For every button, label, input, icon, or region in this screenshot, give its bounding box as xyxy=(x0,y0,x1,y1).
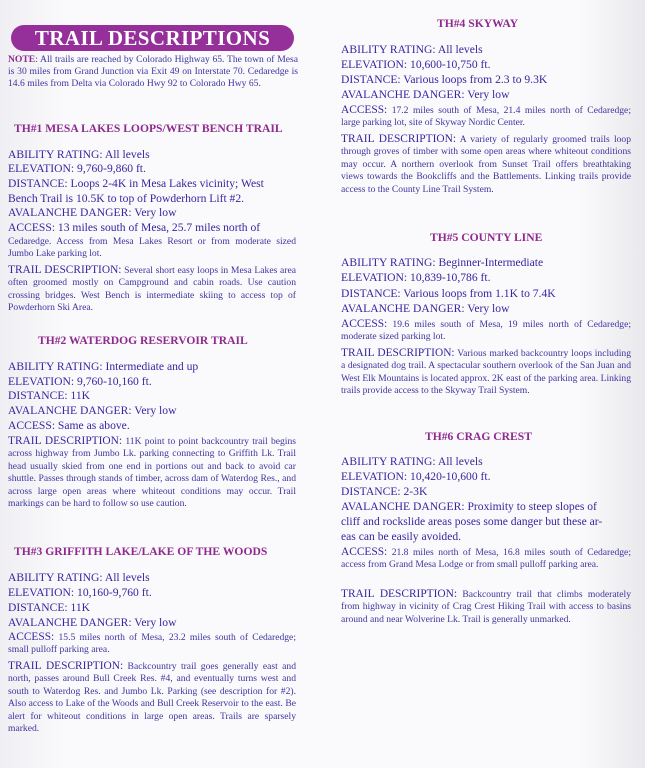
trail-4-heading: TH#4 SKYWAY xyxy=(437,17,519,30)
trail-2-access: ACCESS: Same as above. xyxy=(8,419,130,432)
trail-3-access-label: ACCESS: xyxy=(8,631,55,643)
trail-3-description xyxy=(8,660,296,735)
trail-3-access-text: 15.5 miles north of Mesa, 23.2 miles south of Cedaredge; small pulloff parking area. xyxy=(8,632,296,656)
trail-5-ability: ABILITY RATING: Beginner-Intermediate xyxy=(341,256,544,269)
trail-5-access xyxy=(341,318,631,344)
trail-5-description xyxy=(341,347,631,398)
trail-5-access-text: 19.6 miles south of Mesa, 19 miles north of Cedaredge; moderate sized parking lot. xyxy=(341,319,631,343)
trail-2-ability: ABILITY RATING: Intermediate and up xyxy=(8,360,199,373)
trail-4-avalanche: AVALANCHE DANGER: Very low xyxy=(341,88,510,101)
trail-6-description-label: TRAIL DESCRIPTION: xyxy=(341,588,458,600)
trail-3-avalanche: AVALANCHE DANGER: Very low xyxy=(8,616,177,629)
trail-1-heading: TH#1 MESA LAKES LOOPS/WEST BENCH TRAIL xyxy=(14,122,283,135)
trail-6-description-text: Backcountry trail that climbs moderately from highway in vicinity of Crag Crest Hiking Trail with access to basins around and near Wolverine Lk. Trail is generally unmarked. xyxy=(341,589,631,625)
trail-3-elevation: ELEVATION: 10,160-9,760 ft. xyxy=(8,586,152,599)
trail-1-description xyxy=(8,264,296,315)
trail-1-access-rest: Cedaredge. Access from Mesa Lakes Resort or from moderate sized Jumbo Lake parking lot. xyxy=(8,236,296,260)
trail-5-distance: DISTANCE: Various loops from 1.1K to 7.4K xyxy=(341,287,556,300)
trail-2-heading: TH#2 WATERDOG RESERVOIR TRAIL xyxy=(38,334,248,347)
trail-1-ability: ABILITY RATING: All levels xyxy=(8,148,150,161)
trail-4-description-text: A variety of regularly groomed trails loop through groves of timber with some open areas where whiteout conditions may occur. A northern overlook from Sunset Trail offers breathtaking views towards the Bookcliffs and the Battlements. Linking trails provide access to the County Line Trail System. xyxy=(341,134,631,195)
trail-6-access-text: 21.8 miles north of Mesa, 16.8 miles south of Cedaredge; access from Grand Mesa Lodge or from small pulloff parking area. xyxy=(341,547,631,571)
trail-6-ability: ABILITY RATING: All levels xyxy=(341,455,483,468)
trail-2-description-label: TRAIL DESCRIPTION: xyxy=(8,435,123,447)
trail-6-elevation: ELEVATION: 10,420-10,600 ft. xyxy=(341,470,491,483)
trail-4-distance: DISTANCE: Various loops from 2.3 to 9.3K xyxy=(341,73,548,86)
trail-2-description xyxy=(8,435,296,510)
trail-5-elevation: ELEVATION: 10,839-10,786 ft. xyxy=(341,271,491,284)
trail-3-distance: DISTANCE: 11K xyxy=(8,601,91,614)
trail-6-heading: TH#6 CRAG CREST xyxy=(425,430,532,443)
note-text: : All trails are reached by Colorado Highway 65. The town of Mesa is 30 miles from Grand Junction via Exit 49 on Interstate 70. Cedaredge is 14.6 miles from Delta via Colorado Hwy 92 to Colorado Hwy 65. xyxy=(8,54,298,90)
trail-3-access xyxy=(8,631,296,657)
trail-2-elevation: ELEVATION: 9,760-10,160 ft. xyxy=(8,375,152,388)
trail-6-distance: DISTANCE: 2-3K xyxy=(341,485,428,498)
trail-1-distance-line-1: DISTANCE: Loops 2-4K in Mesa Lakes vicinity; West xyxy=(8,177,264,190)
trail-5-access-label: ACCESS: xyxy=(341,318,388,330)
trail-3-ability: ABILITY RATING: All levels xyxy=(8,571,150,584)
trail-1-description-text: Several short easy loops in Mesa Lakes area often groomed mostly on Campground and cabin roads. Use caution crossing bridges. West Bench is intermediate skiing to access top of Powderhorn Ski Area. xyxy=(8,265,296,314)
trail-1-avalanche: AVALANCHE DANGER: Very low xyxy=(8,206,177,219)
trail-2-distance: DISTANCE: 11K xyxy=(8,389,91,402)
page-title-banner: TRAIL DESCRIPTIONS xyxy=(11,25,294,51)
trail-6-avalanche-line-3: eas can be easily avoided. xyxy=(341,530,462,543)
trail-5-heading: TH#5 COUNTY LINE xyxy=(430,231,543,244)
trail-4-ability: ABILITY RATING: All levels xyxy=(341,43,483,56)
trail-4-description xyxy=(341,133,631,196)
trail-4-access-label: ACCESS: xyxy=(341,104,388,116)
trail-3-description-label: TRAIL DESCRIPTION: xyxy=(8,660,124,672)
trail-4-access-text: 17.2 miles south of Mesa, 21.4 miles north of Cedaredge; large parking lot, site of Skyway Nordic Center. xyxy=(341,105,631,129)
trail-1-distance-line-2: Bench Trail is 10.5K to top of Powderhorn Lift #2. xyxy=(8,192,245,205)
trail-3-heading: TH#3 GRIFFITH LAKE/LAKE OF THE WOODS xyxy=(14,545,268,558)
trail-2-avalanche: AVALANCHE DANGER: Very low xyxy=(8,404,177,417)
trail-1-access-lead: ACCESS: 13 miles south of Mesa, 25.7 miles north of xyxy=(8,221,261,234)
trail-6-access xyxy=(341,546,631,572)
trail-4-description-label: TRAIL DESCRIPTION: xyxy=(341,133,456,145)
trail-1-description-label: TRAIL DESCRIPTION: xyxy=(8,264,122,276)
trail-5-description-label: TRAIL DESCRIPTION: xyxy=(341,347,455,359)
note-paragraph xyxy=(8,54,298,91)
note-label: NOTE xyxy=(8,54,36,65)
trail-2-description-text: 11K point to point backcountry trail begins across highway from Jumbo Lk. parking connecting to Griffith Lk. Trail head usually skied from one end in portions out and back to avoid car shuttle. Passes through stands of timber, across dam of Waterdog Res., and across large open areas where whiteout conditions may occur. Trail markings can be hard to follow so use caution. xyxy=(8,436,297,510)
trail-5-description-text: Various marked backcountry loops including a designated dog trail. A spectacular southern overlook of the San Juan and West Elk Mountains is located approx. 2K east of the parking area. Linking trails provide access to the Skyway Trail System. xyxy=(341,348,632,397)
trail-5-avalanche: AVALANCHE DANGER: Very low xyxy=(341,302,510,315)
trail-3-description-text: Backcountry trail goes generally east and north, passes around Bull Creek Res. #4, and eventually turns west and south to Waterdog Res. and Jumbo Lk. Parking (see description for #2). Also access to Lake of the Woods and Bull Creek Reservoir to the east. Be alert for whiteout conditions in large open areas. Trails are sparsely marked. xyxy=(8,661,296,735)
trail-6-access-label: ACCESS: xyxy=(341,546,388,558)
trail-6-description xyxy=(341,588,631,626)
trail-4-access xyxy=(341,104,631,130)
trail-6-avalanche-line-1: AVALANCHE DANGER: Proximity to steep slopes of xyxy=(341,500,597,513)
trail-6-avalanche-line-2: cliff and rockslide areas poses some danger but these ar- xyxy=(341,515,603,528)
trail-4-elevation: ELEVATION: 10,600-10,750 ft. xyxy=(341,58,491,71)
trail-1-elevation: ELEVATION: 9,760-9,860 ft. xyxy=(8,162,146,175)
